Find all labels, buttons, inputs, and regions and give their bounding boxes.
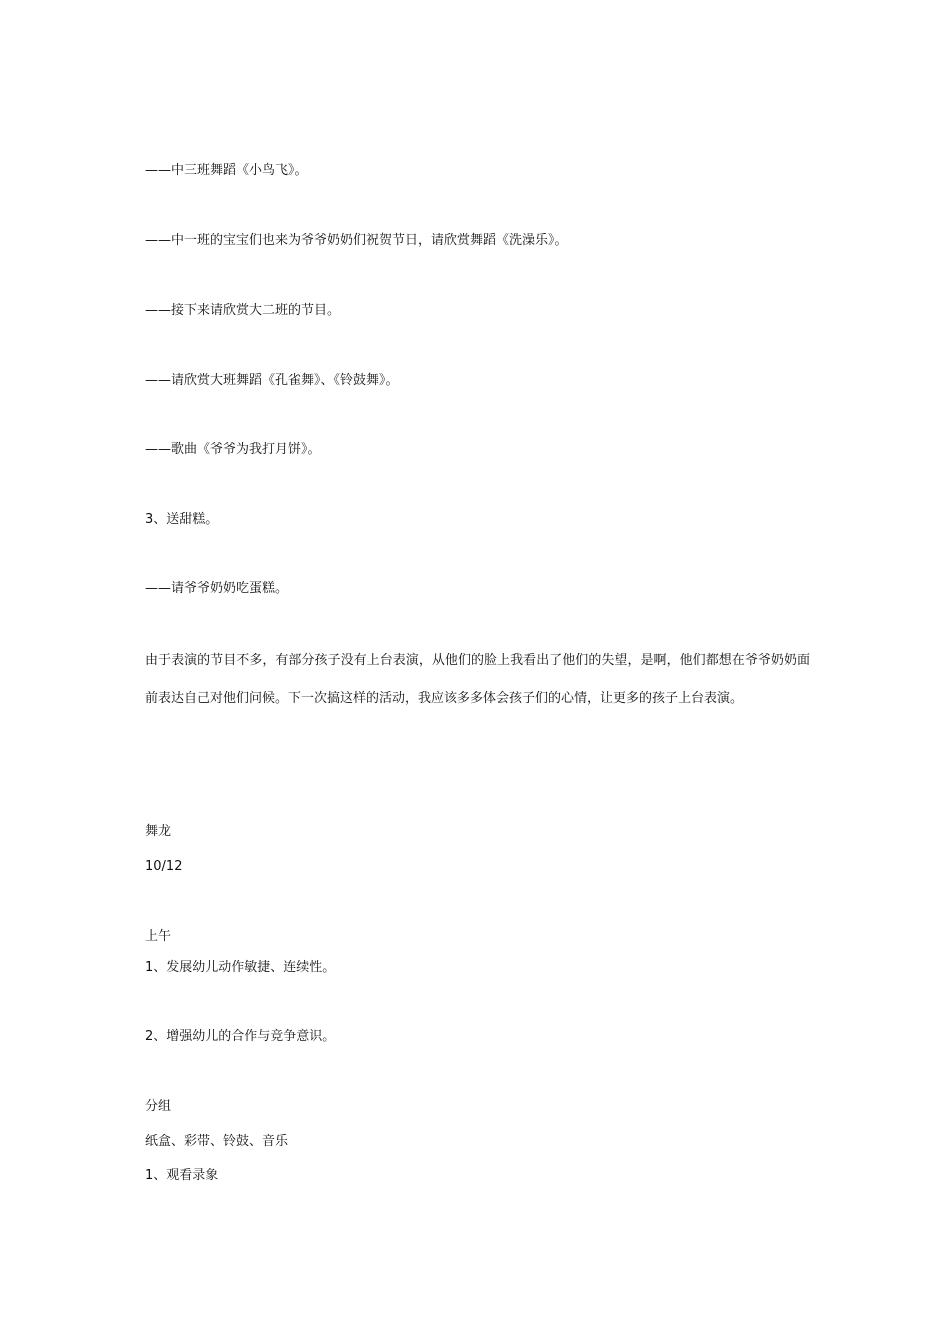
program-line-3: ——接下来请欣赏大二班的节目。 [145,303,341,318]
reflection-paragraph: 由于表演的节目不多，有部分孩子没有上台表演，从他们的脸上我看出了他们的失望，是啊，他们都想在爷爷奶奶面前表达自己对他们问候。下一次搞这样的活动，我应该多多体会孩子们的心情，让更多的孩子上台表演。 [145,653,810,706]
lesson-grouping: 分组 [145,1099,172,1114]
lesson-goal-1: 1、发展幼儿动作敏捷、连续性。 [145,960,336,975]
program-line-4: ——请欣赏大班舞蹈《孔雀舞》、《铃鼓舞》。 [145,373,399,388]
program-line-2: ——中一班的宝宝们也来为爷爷奶奶们祝贺节日，请欣赏舞蹈《洗澡乐》。 [145,233,568,248]
lesson-title: 舞龙 [145,824,172,839]
lesson-date: 10/12 [145,859,183,874]
lesson-time: 上午 [145,929,172,944]
lesson-step-1: 1、观看录象 [145,1168,219,1183]
program-line-7: ——请爷爷奶奶吃蛋糕。 [145,581,289,596]
program-line-5: ——歌曲《爷爷为我打月饼》。 [145,442,321,457]
program-line-1: ——中三班舞蹈《小鸟飞》。 [145,163,308,178]
lesson-materials: 纸盒、彩带、铃鼓、音乐 [145,1134,289,1149]
section-cake-heading: 3、送甜糕。 [145,512,219,527]
lesson-goal-2: 2、增强幼儿的合作与竞争意识。 [145,1029,336,1044]
